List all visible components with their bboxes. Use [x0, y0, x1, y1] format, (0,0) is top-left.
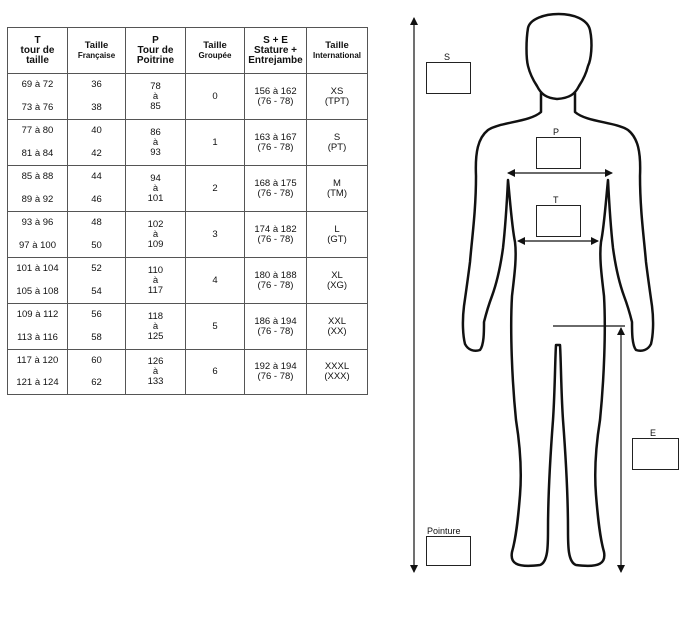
cell-g: 4 [186, 258, 245, 304]
cell-p: 78 à 85 [126, 74, 186, 120]
cell-t: 117 à 120 121 à 124 [8, 350, 68, 395]
cell-g: 5 [186, 304, 245, 350]
cell-se: 163 à 167 (76 - 78) [245, 120, 307, 166]
cell-intl: XS (TPT) [307, 74, 368, 120]
head-outline [527, 14, 592, 99]
table-row [8, 166, 368, 212]
cell-g: 0 [186, 74, 245, 120]
header-tour-de-poitrine: P Tour de Poitrine [126, 28, 186, 74]
cell-intl: L (GT) [307, 212, 368, 258]
cell-fr: 56 58 [68, 304, 126, 350]
label-s: S [444, 52, 451, 62]
cell-intl: XL (XG) [307, 258, 368, 304]
header-taille-groupee: Taille Groupée [186, 28, 245, 74]
cell-t: 101 à 104 105 à 108 [8, 258, 68, 304]
header-taille-internationale: Taille International [307, 28, 368, 74]
cell-p: 94 à 101 [126, 166, 186, 212]
cell-p: 102 à 109 [126, 212, 186, 258]
cell-fr: 44 46 [68, 166, 126, 212]
cell-fr: 48 50 [68, 212, 126, 258]
cell-p: 118 à 125 [126, 304, 186, 350]
cell-t: 93 à 96 97 à 100 [8, 212, 68, 258]
table-row [8, 120, 368, 166]
cell-intl: XXXL (XXX) [307, 350, 368, 395]
table-row [8, 304, 368, 350]
cell-se: 156 à 162 (76 - 78) [245, 74, 307, 120]
label-e: E [650, 428, 657, 438]
label-t: T [553, 195, 559, 205]
cell-fr: 36 38 [68, 74, 126, 120]
cell-g: 1 [186, 120, 245, 166]
header-stature-entrejambe: S + E Stature + Entrejambe [245, 28, 307, 74]
cell-g: 2 [186, 166, 245, 212]
label-p: P [553, 127, 560, 137]
label-pointure: Pointure [427, 526, 461, 536]
cell-se: 174 à 182 (76 - 78) [245, 212, 307, 258]
table-row [8, 212, 368, 258]
cell-t: 85 à 88 89 à 92 [8, 166, 68, 212]
box-t [536, 205, 581, 237]
cell-g: 6 [186, 350, 245, 395]
cell-fr: 40 42 [68, 120, 126, 166]
cell-p: 126 à 133 [126, 350, 186, 395]
box-e [632, 438, 679, 470]
table-row [8, 258, 368, 304]
cell-t: 77 à 80 81 à 84 [8, 120, 68, 166]
box-s [426, 62, 471, 94]
table-row [8, 350, 368, 395]
cell-t: 109 à 112 113 à 116 [8, 304, 68, 350]
cell-intl: S (PT) [307, 120, 368, 166]
cell-fr: 60 62 [68, 350, 126, 395]
header-taille-francaise: Taille Française [68, 28, 126, 74]
cell-t: 69 à 72 73 à 76 [8, 74, 68, 120]
header-tour-de-taille: T tour de taille [8, 28, 68, 74]
cell-se: 180 à 188 (76 - 78) [245, 258, 307, 304]
size-table [7, 27, 368, 395]
cell-intl: M (TM) [307, 166, 368, 212]
cell-intl: XXL (XX) [307, 304, 368, 350]
cell-g: 3 [186, 212, 245, 258]
box-pointure [426, 536, 471, 566]
cell-p: 110 à 117 [126, 258, 186, 304]
cell-se: 186 à 194 (76 - 78) [245, 304, 307, 350]
box-p [536, 137, 581, 169]
table-header-row [8, 28, 368, 74]
cell-fr: 52 54 [68, 258, 126, 304]
cell-se: 192 à 194 (76 - 78) [245, 350, 307, 395]
table-row [8, 74, 368, 120]
cell-se: 168 à 175 (76 - 78) [245, 166, 307, 212]
cell-p: 86 à 93 [126, 120, 186, 166]
